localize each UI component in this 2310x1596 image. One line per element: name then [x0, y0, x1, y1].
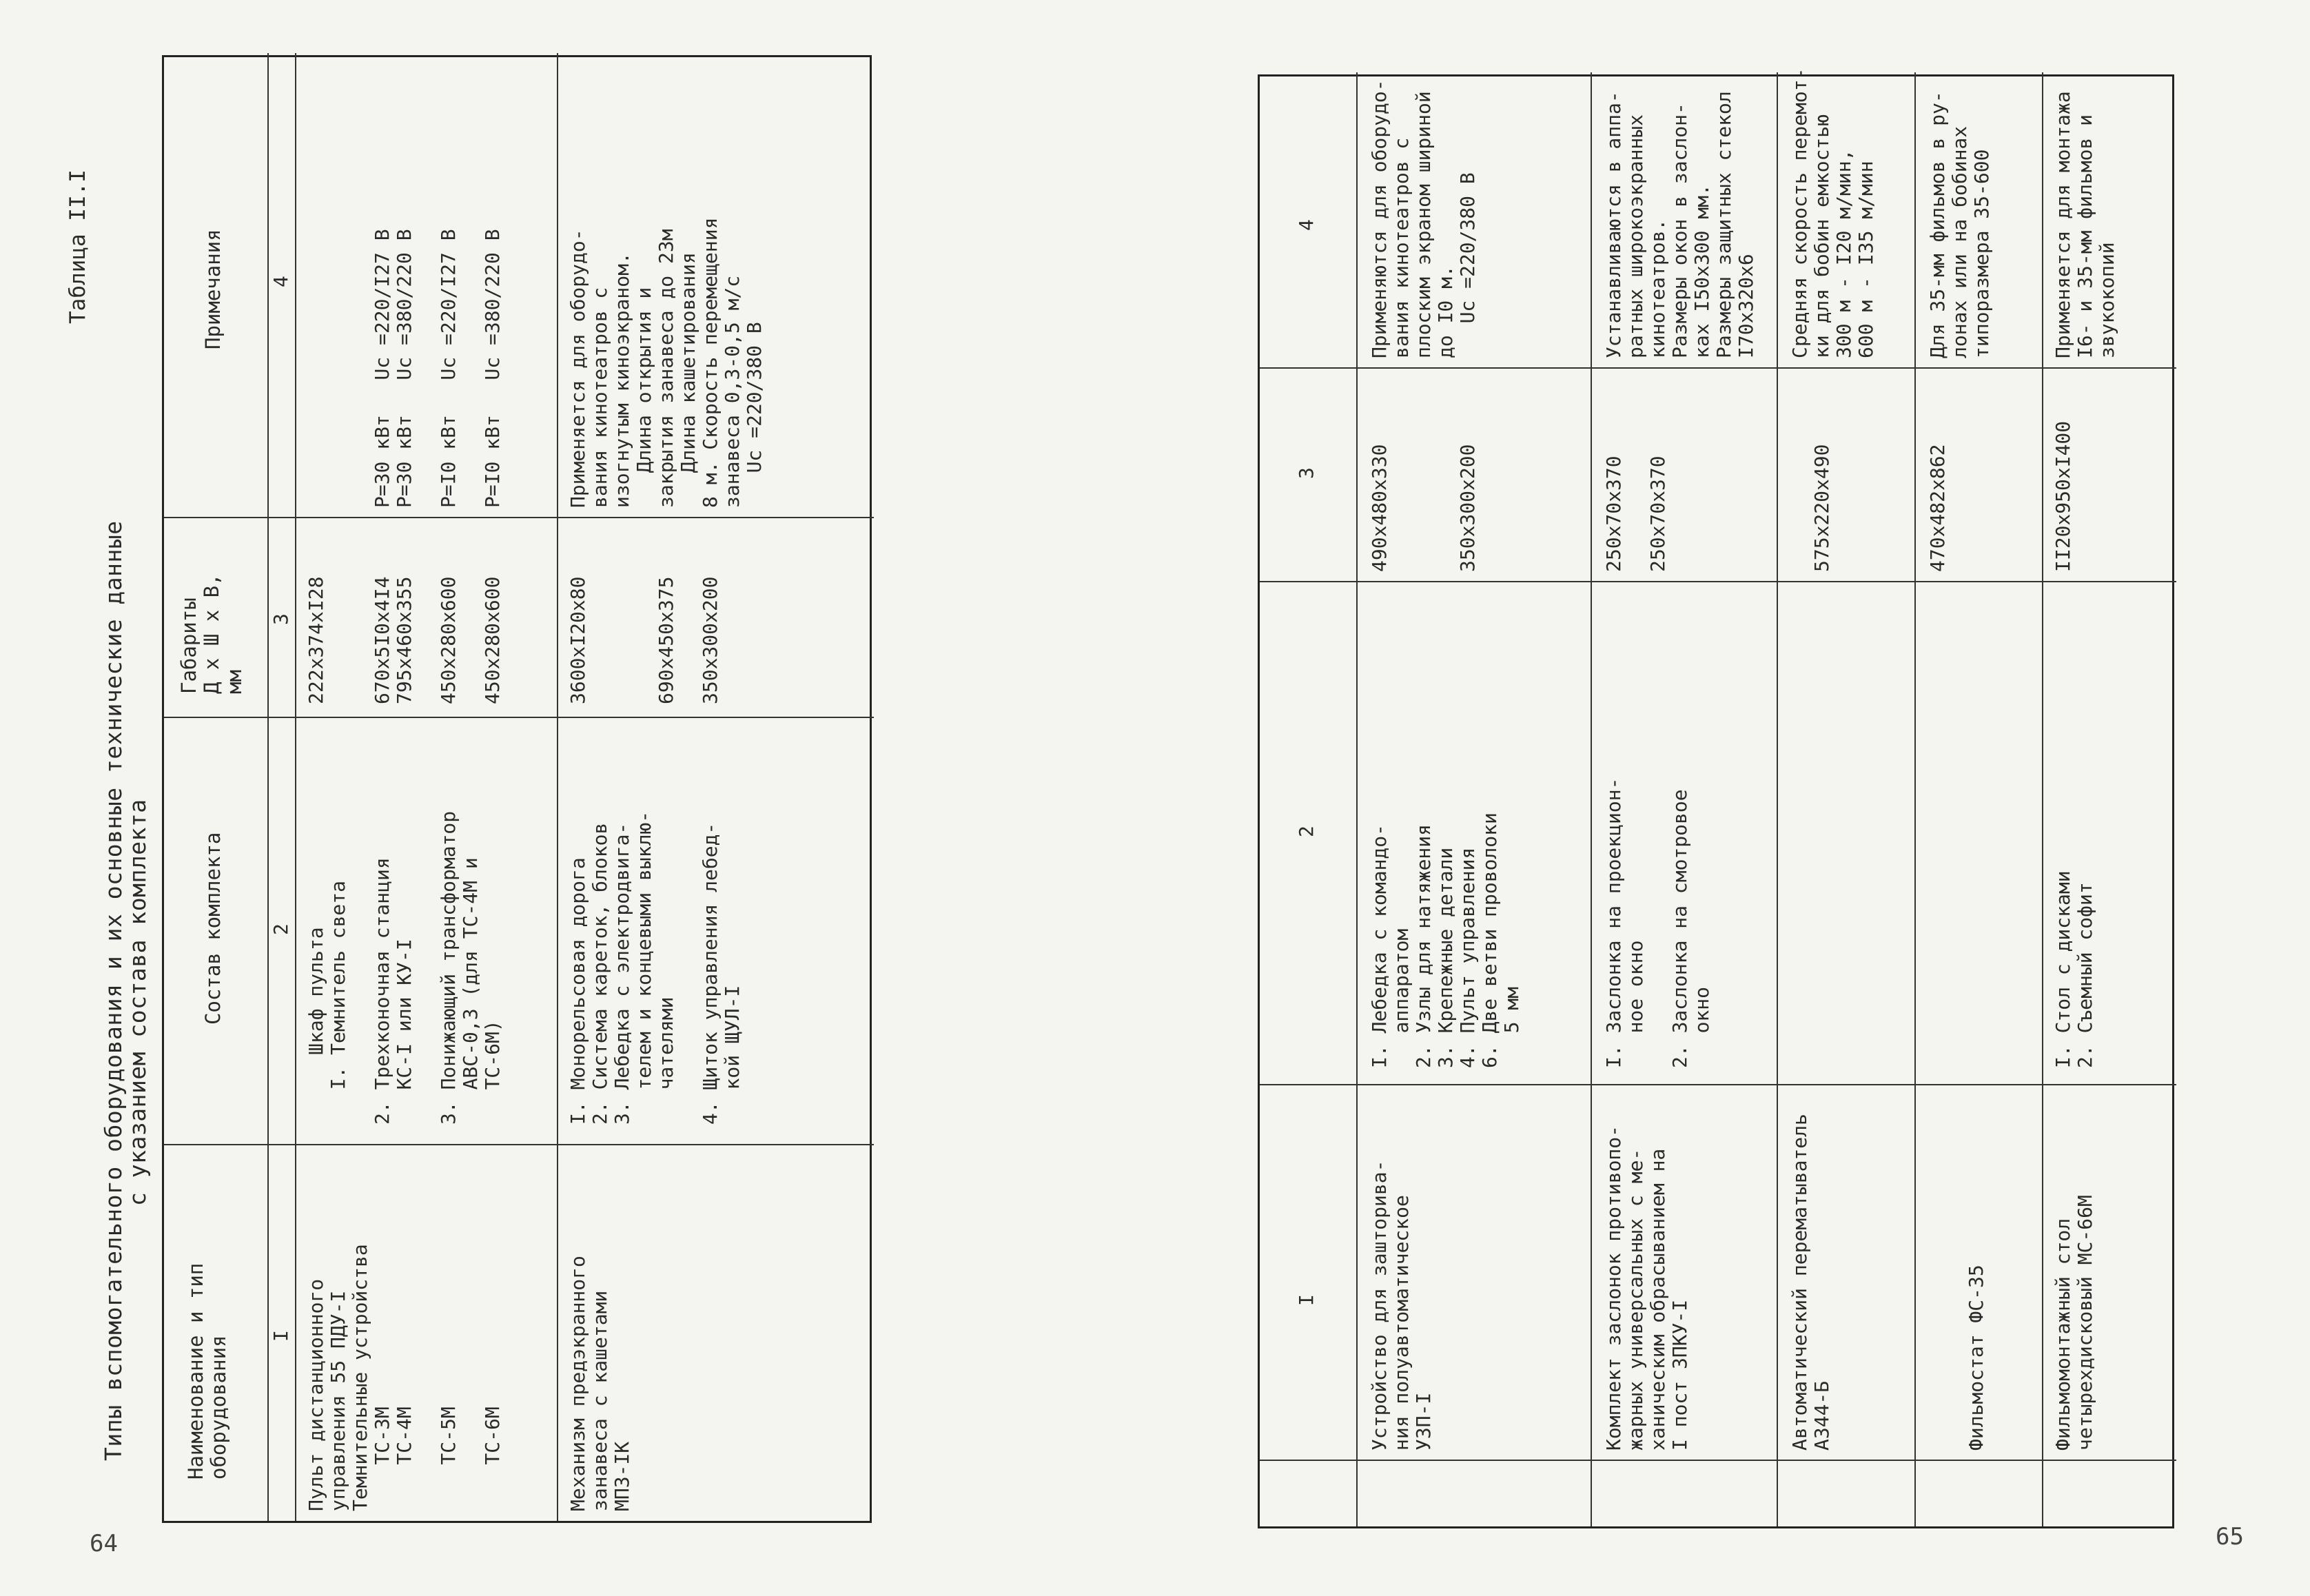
row-curtain-mechanism-dimensions: 3600xI20x80 690x450x375 350x300x200: [566, 576, 722, 704]
header-dimensions: Габариты Д х Ш х В, мм: [177, 573, 246, 694]
table-title-line-1: Типы вспомогательного оборудования и их основные технические данные: [100, 520, 127, 1461]
row-filmostat-dimensions: 470x482x862: [1926, 444, 1949, 572]
row-curtain-device-notes: Применяются для оборудо- вания кинотеатров с плоским экраном шириной до I0 м. Uс =220/380 В: [1368, 79, 1479, 358]
col-number-1: I: [269, 1330, 292, 1342]
col-number-4: 4: [269, 276, 292, 287]
page-number-left: 64: [90, 1530, 118, 1557]
row-editing-table-composition: I. Стол с дисками 2. Съемный софит: [2052, 870, 2096, 1068]
row-remote-dimmers-dimensions: 222x374xI28 670x5I0x4I4 795x460x355 450x280x600 450x280x600: [305, 576, 504, 704]
row-filmostat-notes: Для 35-мм фильмов в ру- лонах или на бобинах типоразмера 35-600: [1926, 91, 1993, 358]
header-composition: Состав комплекта: [201, 832, 225, 1025]
row-fire-shutters-notes: Устанавливаются в аппа- ратных широкоэкранных кинотеатров. Размеры окон в заслон- ках I50x300 мм. Размеры защитных стекол I70x320x6: [1602, 91, 1757, 358]
row-rewinder-dimensions: 575x220x490: [1810, 444, 1833, 572]
row-curtain-device-composition: I. Лебедка с командо- аппаратом 2. Узлы для натяжения 3. Крепежные детали 4. Пульт управления 6. Две ветви проволоки 5 мм: [1368, 812, 1523, 1068]
row-curtain-mechanism-composition: I. Монорельсовая дорога 2. Система кареток, блоков 3. Лебедка с электродвига- телем и концевыми выклю- чателями 4. Щиток управления лебед- кой ЩУЛ-I: [566, 810, 744, 1125]
header-notes: Примечания: [201, 229, 225, 349]
row-remote-dimmers-notes: Р=30 кВт Uс =220/I27 В Р=30 кВт Uс =380/220 В Р=I0 кВт Uс =220/I27 В Р=I0 кВт Uс =380/220 В: [371, 229, 504, 508]
right-table: [1258, 68, 2174, 1528]
row-curtain-mechanism-notes: Применяется для оборудо- вания кинотеатров с изогнутым киноэкраном. Длина открытия и закрытия занавеса до 23м Длина кашетирования 8 м. Скорость перемещения занавеса 0,3-0,5 м/с Uс =220/380 В: [566, 217, 766, 508]
right-page: [1258, 61, 2202, 1528]
row-editing-table-notes: Применяется для монтажа I6- и 35-мм фильмов и звукокопий: [2052, 91, 2118, 358]
row-fire-shutters-composition: I. Заслонка на проекцион- ное окно 2. Заслонка на смотровое окно: [1602, 777, 1713, 1068]
right-col-number-1: I: [1295, 1294, 1318, 1306]
row-curtain-device-dimensions: 490x480x330 350x300x200: [1368, 444, 1479, 572]
row-remote-dimmers-composition: Шкаф пульта I. Темнитель света 2. Трехконочная станция КС-I или КУ-I 3. Понижающий трансформатор АВС-0,3 (для ТС-4М и ТС-6М): [305, 810, 504, 1125]
row-rewinder-name: Автоматический перематыватель А344-Б: [1788, 1114, 1833, 1451]
row-rewinder-notes: Средняя скорость перемот- ки для бобин емкостью 300 м - I20 м/мин, 600 м - I35 м/мин: [1788, 68, 1877, 358]
right-col-number-2: 2: [1295, 826, 1318, 837]
table-label: Таблица II.I: [65, 170, 90, 324]
left-table: [162, 55, 872, 1523]
col-number-2: 2: [269, 923, 292, 935]
row-fire-shutters-dimensions: 250x70x370 250x70x370: [1602, 456, 1669, 572]
right-col-number-4: 4: [1295, 219, 1318, 231]
row-editing-table-dimensions: II20x950xI400: [2052, 420, 2074, 572]
left-page: [65, 41, 948, 1523]
row-curtain-mechanism-name: Механизм предэкранного занавеса с кашетами МПЗ-IК: [566, 1256, 633, 1511]
row-filmostat-name: Фильмостат ФС-35: [1965, 1265, 1987, 1451]
col-number-3: 3: [269, 613, 292, 625]
header-name-type: Наименование и тип оборудования: [184, 1262, 230, 1480]
row-remote-dimmers-name: Пульт дистанционного управления 55 ПДУ-I Темнительные устройства ТС-3М ТС-4М ТС-5М ТС-6М: [305, 1244, 504, 1511]
page-number-right: 65: [2216, 1523, 2244, 1551]
table-title-line-2: с указанием состава комплекта: [124, 799, 151, 1206]
row-curtain-device-name: Устройство для зашторива- ния полуавтоматическое УЗП-I: [1368, 1160, 1435, 1451]
right-col-number-3: 3: [1295, 467, 1318, 479]
row-editing-table-name: Фильмомонтажный стол четырехдисковый МС-66М: [2052, 1195, 2096, 1451]
row-fire-shutters-name: Комплект заслонок противопо- жарных универсальных с ме- ханическим обрасыванием на I пост ЗПКУ-I: [1602, 1125, 1691, 1451]
